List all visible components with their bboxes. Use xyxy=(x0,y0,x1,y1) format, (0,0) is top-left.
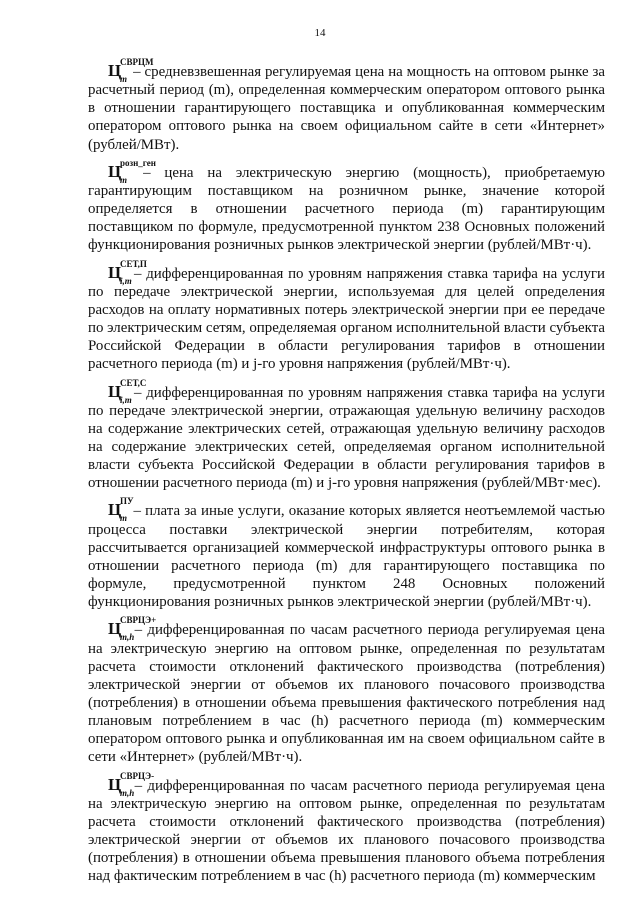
formula-symbol: Ц СВРЦЭ- m,h xyxy=(108,770,155,798)
definition-text: – плата за иные услуги, оказание которых является неотъемлемой частью процесса поставки электрической энергии потребителям, которая рассчитывается организацией коммерческой инфраструктуры оптового рынка в отношении расчетного периода (m) для гарантирующего поставщика по формуле, предусмотренной пунктом 248 Основных положений функционирования розничных рынков электрической энергии (рублей/МВт·ч). xyxy=(88,503,605,611)
definition-text: – средневзвешенная регулируемая цена на мощность на оптовом рынке за расчетный период (m), определенная коммерческим оператором оптового рынка в отношении гарантирующего поставщика и опубликованная коммерческим оператором оптового рынка на своем официальном сайте в сети «Интернет» (рублей/МВт). xyxy=(88,64,605,153)
definition-paragraph xyxy=(88,258,605,374)
definition-paragraph xyxy=(88,496,605,611)
formula-symbol: Ц розн_ген m xyxy=(108,157,156,185)
definition-text: – дифференцированная по уровням напряжения ставка тарифа на услуги по передаче электрической энергии, используемая для целей определения расходов на оплату нормативных потерь электрической энергии при ее передаче по электрическим сетям, определяемая органом исполнительной власти субъекта Российской Федерации в области регулирования тарифов в отношении расчетного периода (m) и j-го уровня напряжения (рублей/МВт·ч). xyxy=(88,265,605,373)
definition-paragraph xyxy=(88,377,605,493)
definition-paragraph xyxy=(88,57,605,154)
definition-paragraph xyxy=(88,770,605,886)
formula-symbol: Ц СЕТ,П i,m xyxy=(108,258,147,286)
formula-symbol: Ц СВРЦМ m xyxy=(108,57,154,84)
page-content xyxy=(88,50,605,886)
definition-paragraph xyxy=(88,157,605,255)
definition-text: – дифференцированная по часам расчетного периода регулируемая цена на электрическую энергию на оптовом рынке, определенная по результатам расчета стоимости отклонений фактического производства (потребления) электрической энергии от объемов их планового почасового производства (потребления) в отношении объема превышения планового объема потребления над фактическим потреблением в час (h) расчетного периода (m) коммерческим xyxy=(88,777,605,885)
definition-text: – дифференцированная по уровням напряжения ставка тарифа на услуги по передаче электрической энергии, отражающая удельную величину расходов на содержание электрических сетей, отражающая удельную величину расходов на содержание электрических сетей, определяемая органом исполнительной власти субъекта Российской Федерации в области регулирования тарифов в отношении расчетного периода (m) и j-го уровня напряжения (рублей/МВт·мес). xyxy=(88,384,605,492)
formula-symbol: Ц СВРЦЭ+ m,h xyxy=(108,615,157,643)
page-number: 14 xyxy=(314,27,326,39)
definition-text: – цена на электрическую энергию (мощность), приобретаемую гарантирующим поставщиком на розничном рынке, значение которой определяется в отношении расчетного периода (m) гарантирующим поставщиком по формуле, предусмотренной пунктом 238 Основных положений функционирования розничных рынков электрической энергии (рублей/МВт·ч). xyxy=(88,164,605,254)
definition-paragraph xyxy=(88,615,605,766)
formula-symbol: Ц ПУ m xyxy=(108,496,134,524)
formula-symbol: Ц СЕТ,С i,m xyxy=(108,377,147,405)
definition-text: – дифференцированная по часам расчетного периода регулируемая цена на электрическую энергию на оптовом рынке, определенная по результатам расчета стоимости отклонений фактического производства (потребления) электрической энергии от объемов их планового почасового производства (потребления) в отношении объема превышения фактического потребления над плановым потреблением в час (h) расчетного периода (m) коммерческим оператором оптового рынка и опубликованная им на своем официальном сайте в сети «Интернет» (рублей/МВт·ч). xyxy=(88,622,605,766)
